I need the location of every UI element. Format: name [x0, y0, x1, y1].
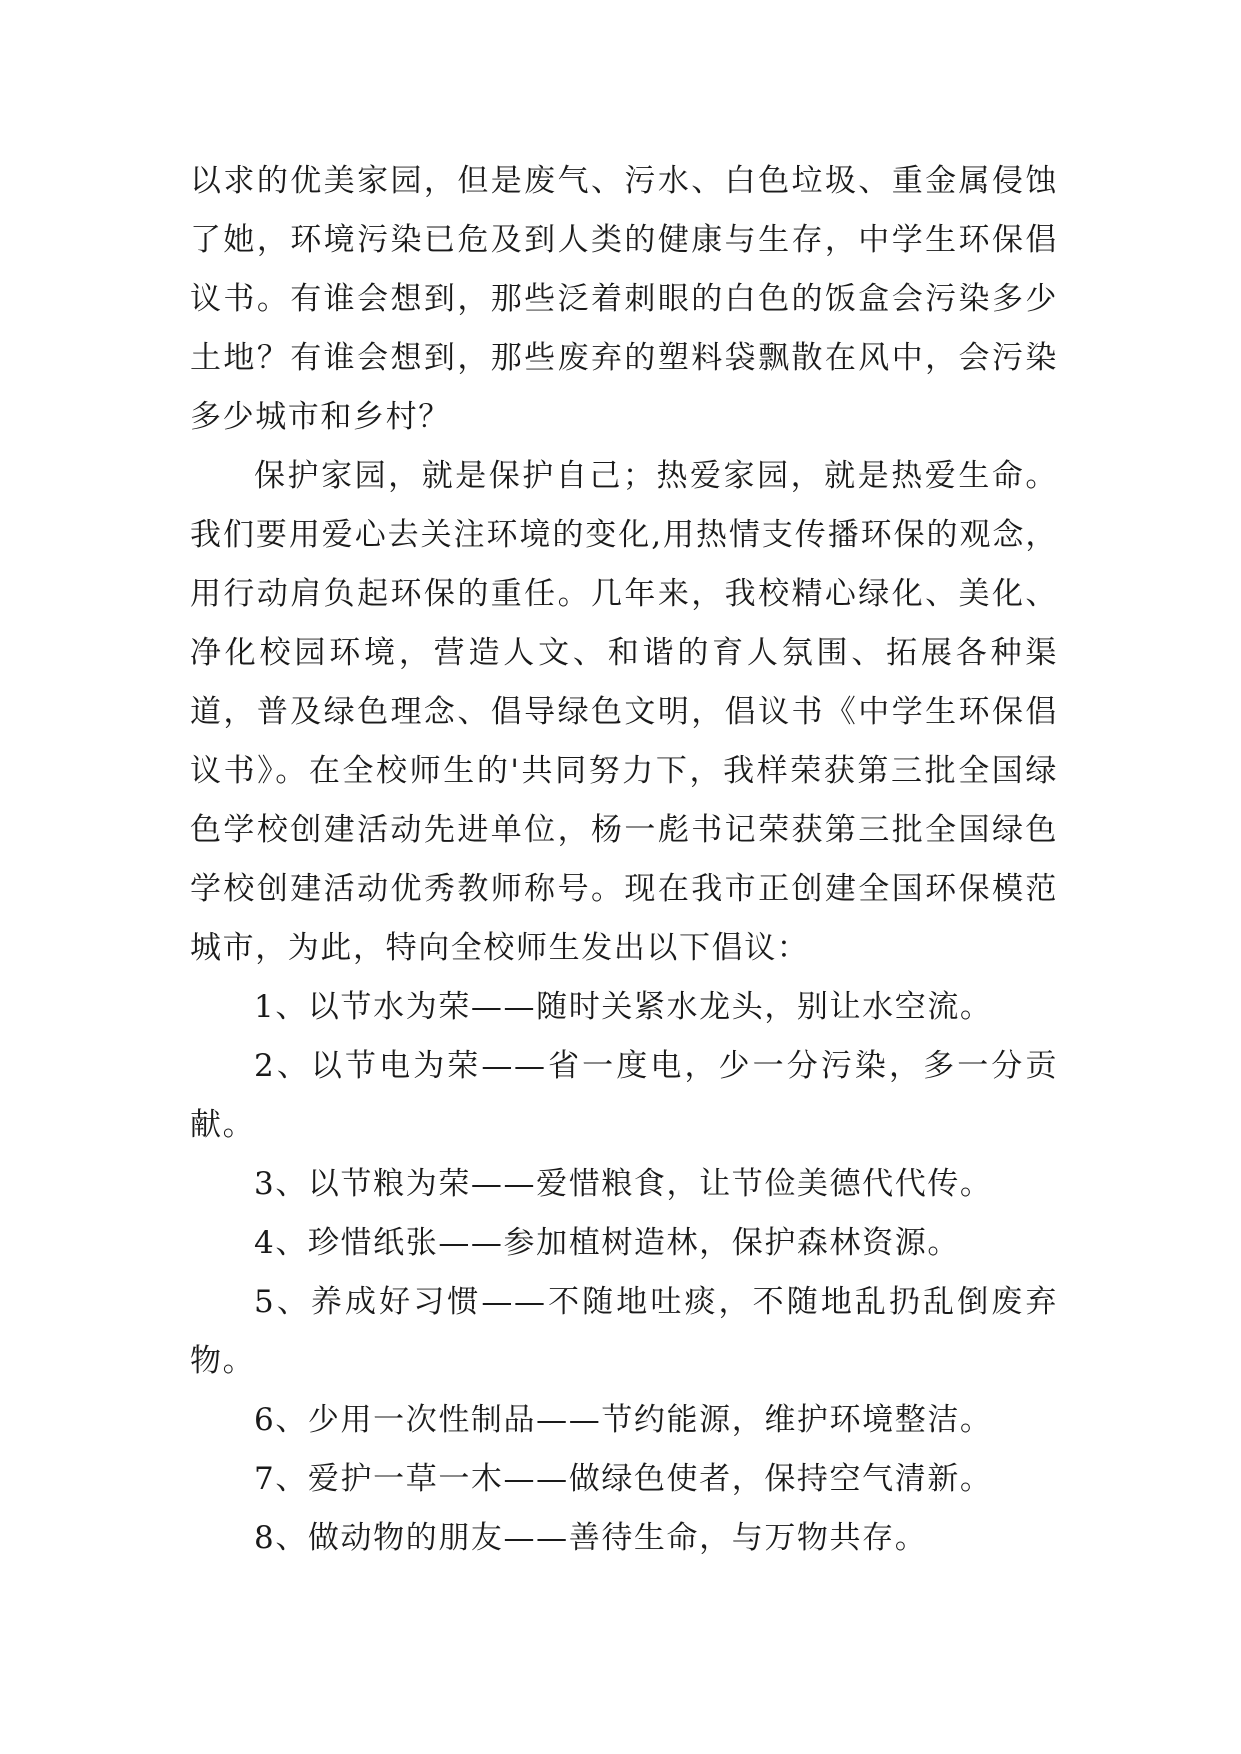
proposal-item-7: 7、爱护一草一木——做绿色使者，保持空气清新。: [254, 1461, 993, 1497]
proposal-item-2: 2、以节电为荣——省一度电，少一分污染，多一分贡献。: [190, 1048, 1058, 1143]
paragraph-intro: 以求的优美家园，但是废气、污水、白色垃圾、重金属侵蚀了她，环境污染已危及到人类的健康与生存，中学生环保倡议书。有谁会想到，那些泛着刺眼的白色的饭盒会污染多少土地？有谁会想到，那些废弃的塑料袋飘散在风中，会污染多少城市和乡村？: [190, 163, 1058, 435]
proposal-item-3: 3、以节粮为荣——爱惜粮食，让节俭美德代代传。: [254, 1166, 993, 1202]
proposal-item-6: 6、少用一次性制品——节约能源，维护环境整洁。: [254, 1402, 993, 1438]
proposal-item-4: 4、珍惜纸张——参加植树造林，保护森林资源。: [254, 1225, 960, 1261]
proposal-item-5: 5、养成好习惯——不随地吐痰，不随地乱扔乱倒废弃物。: [190, 1284, 1058, 1379]
document-body: [190, 152, 1058, 1568]
proposal-item-1: 1、以节水为荣——随时关紧水龙头，别让水空流。: [254, 989, 993, 1025]
proposal-item-8: 8、做动物的朋友——善待生命，与万物共存。: [254, 1520, 928, 1556]
paragraph-school-initiative: 保护家园，就是保护自己；热爱家园，就是热爱生命。我们要用爱心去关注环境的变化,用热情支传播环保的观念，用行动肩负起环保的重任。几年来，我校精心绿化、美化、净化校园环境，营造人文、和谐的育人氛围、拓展各种渠道，普及绿色理念、倡导绿色文明，倡议书《中学生环保倡议书》。在全校师生的'共同努力下，我样荣获第三批全国绿色学校创建活动先进单位，杨一彪书记荣获第三批全国绿色学校创建活动优秀教师称号。现在我市正创建全国环保模范城市，为此，特向全校师生发出以下倡议：: [190, 458, 1058, 966]
